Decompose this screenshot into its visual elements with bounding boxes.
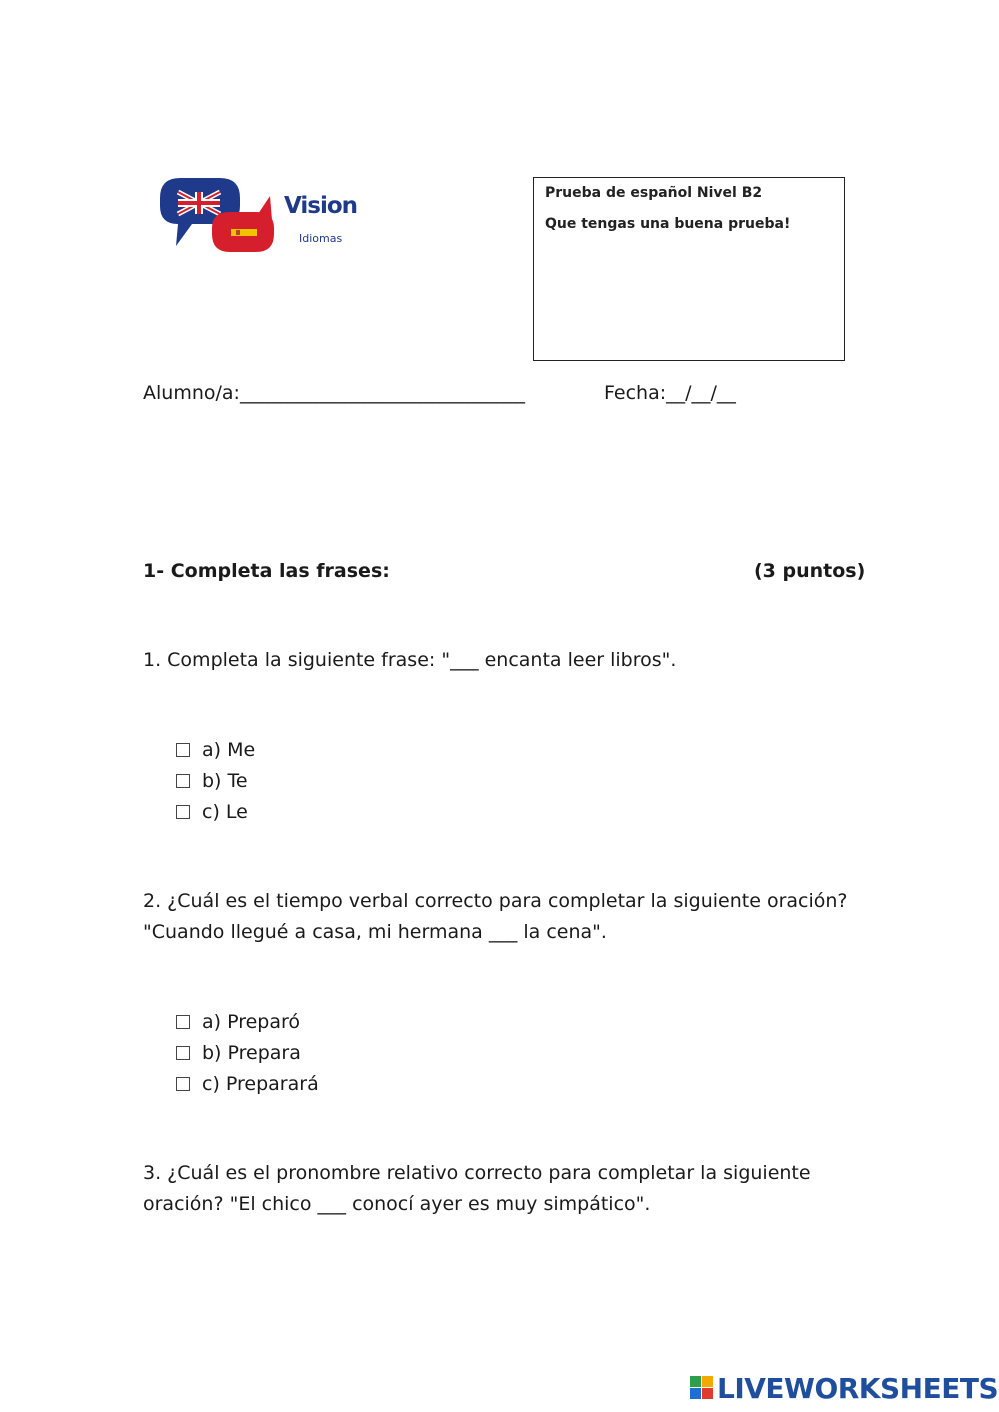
liveworksheets-icon xyxy=(690,1376,714,1400)
option-1b[interactable] xyxy=(176,765,255,796)
section-points: (3 puntos) xyxy=(754,560,866,582)
logo-wordmark: Vision xyxy=(284,193,358,219)
question-2-text xyxy=(143,886,863,948)
option-label: b) Te xyxy=(202,769,248,792)
checkbox-icon[interactable] xyxy=(176,1046,190,1060)
question-3-line-1: 3. ¿Cuál es el pronombre relativo correcto para completar la siguiente xyxy=(143,1162,811,1184)
test-info-box xyxy=(533,177,845,361)
question-2-line-2: "Cuando llegué a casa, mi hermana ___ la cena". xyxy=(143,921,607,943)
option-1c[interactable] xyxy=(176,796,255,827)
checkbox-icon[interactable] xyxy=(176,1077,190,1091)
checkbox-icon[interactable] xyxy=(176,805,190,819)
option-label: a) Me xyxy=(202,738,256,761)
option-2c[interactable] xyxy=(176,1068,319,1099)
option-label: c) Le xyxy=(202,800,248,823)
speech-bubbles-flags-icon xyxy=(158,176,288,256)
question-3-text xyxy=(143,1158,863,1220)
vision-logo xyxy=(158,176,368,256)
option-2b[interactable] xyxy=(176,1037,319,1068)
checkbox-icon[interactable] xyxy=(176,743,190,757)
checkbox-icon[interactable] xyxy=(176,1015,190,1029)
brand-text: LIVEWORKSHEETS xyxy=(717,1371,999,1405)
student-name-field: Alumno/a:______________________________ xyxy=(143,382,525,404)
option-2a[interactable] xyxy=(176,1006,319,1037)
option-label: c) Preparará xyxy=(202,1072,319,1095)
question-2-line-1: 2. ¿Cuál es el tiempo verbal correcto para completar la siguiente oración? xyxy=(143,890,848,912)
test-title: Prueba de español Nivel B2 xyxy=(545,185,763,201)
section-title: 1- Completa las frases: xyxy=(143,560,390,582)
good-luck-message: Que tengas una buena prueba! xyxy=(545,216,791,232)
option-label: a) Preparó xyxy=(202,1010,301,1033)
question-2-options xyxy=(176,1006,319,1099)
question-1-options xyxy=(176,734,255,827)
question-3-line-2: oración? "El chico ___ conocí ayer es muy simpático". xyxy=(143,1193,651,1215)
question-1-text: 1. Completa la siguiente frase: "___ encanta leer libros". xyxy=(143,649,677,671)
liveworksheets-brand[interactable] xyxy=(690,1372,998,1404)
option-1a[interactable] xyxy=(176,734,255,765)
checkbox-icon[interactable] xyxy=(176,774,190,788)
date-field: Fecha:__/__/__ xyxy=(604,382,736,404)
logo-subtitle: Idiomas xyxy=(299,232,343,245)
option-label: b) Prepara xyxy=(202,1041,301,1064)
